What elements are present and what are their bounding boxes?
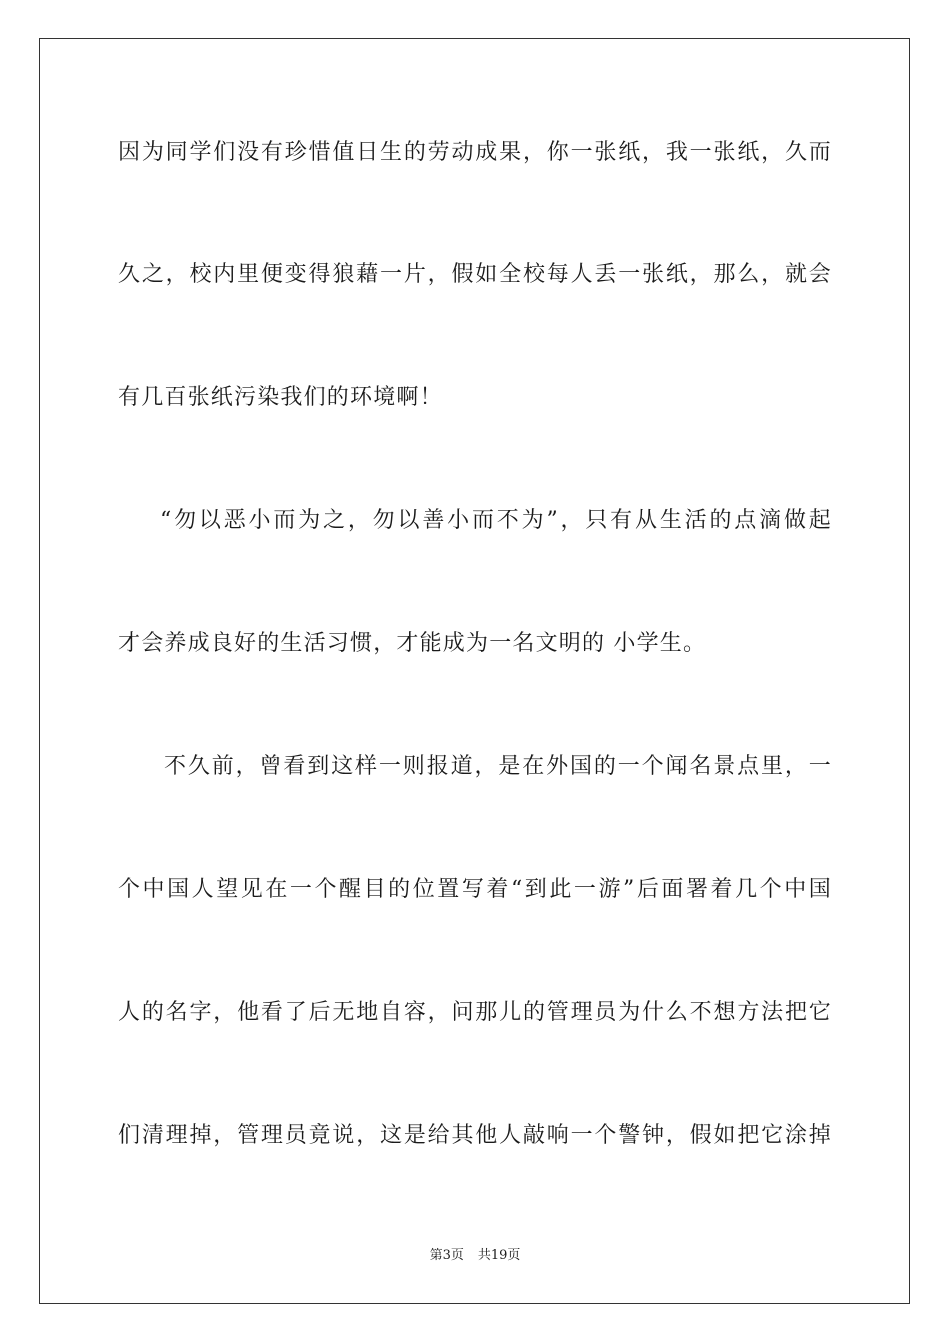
paragraph-line-5: 才会养成良好的生活习惯，才能成为一名文明的 小学生。 bbox=[118, 631, 707, 656]
paragraph-line-2: 久之，校内里便变得狼藉一片，假如全校每人丢一张纸，那么，就会 bbox=[118, 262, 832, 287]
paragraph-line-3: 有几百张纸污染我们的环境啊！ bbox=[118, 385, 443, 410]
page-footer bbox=[0, 1247, 950, 1265]
paragraph-line-4: “勿以恶小而为之，勿以善小而不为”，只有从生活的点滴做起 bbox=[160, 508, 832, 533]
page-total: 共19页 bbox=[477, 1248, 521, 1263]
paragraph-line-6: 不久前，曾看到这样一则报道，是在外国的一个闻名景点里，一 bbox=[164, 754, 832, 779]
paragraph-line-9: 们清理掉，管理员竟说，这是给其他人敲响一个警钟，假如把它涂掉 bbox=[118, 1123, 832, 1148]
page-number: 第3页 bbox=[429, 1248, 464, 1263]
page-border bbox=[39, 38, 910, 1304]
paragraph-line-7: 个中国人望见在一个醒目的位置写着“到此一游”后面署着几个中国 bbox=[118, 877, 832, 902]
paragraph-line-1: 因为同学们没有珍惜值日生的劳动成果，你一张纸，我一张纸，久而 bbox=[118, 140, 832, 165]
paragraph-line-8: 人的名字，他看了后无地自容，问那儿的管理员为什么不想方法把它 bbox=[118, 1000, 832, 1025]
